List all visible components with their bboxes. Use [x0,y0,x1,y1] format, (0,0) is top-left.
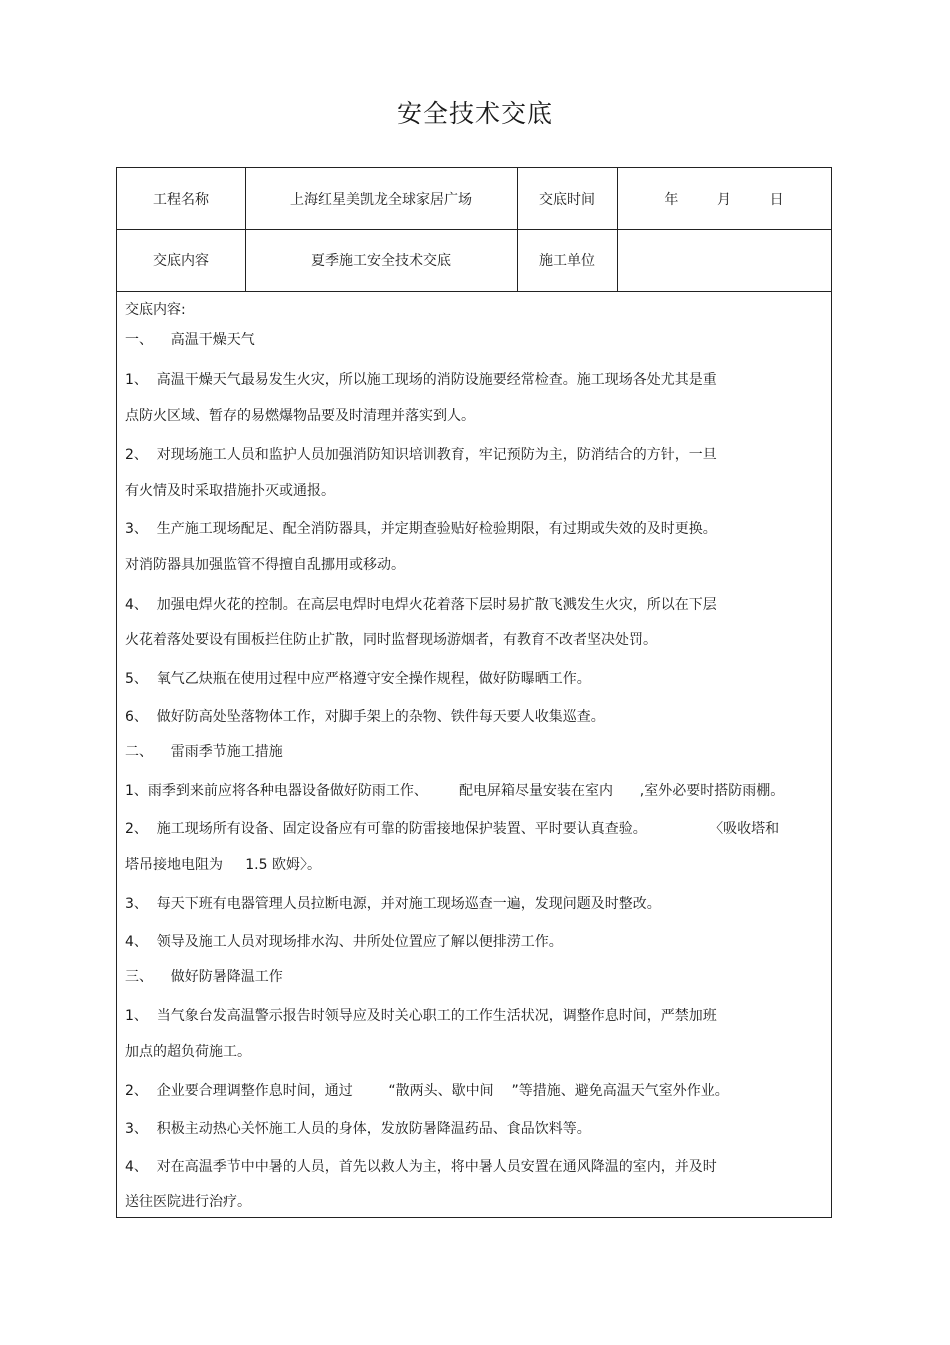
body-line: 加点的超负荷施工。 [125,1044,251,1060]
body-line: 1、 高温干燥天气最易发生火灾，所以施工现场的消防设施要经常检查。施工现场各处尤其是重 [125,372,717,388]
year-label: 年 [664,191,679,208]
body-line: 点防火区域、暂存的易燃爆物品要及时清理并落实到人。 [125,408,475,424]
body-line: 4、 领导及施工人员对现场排水沟、井所处位置应了解以便排涝工作。 [125,934,563,950]
body-line: 6、 做好防高处坠落物体工作，对脚手架上的杂物、铁件每天要人收集巡查。 [125,709,605,725]
project-name-label: 工程名称 [153,191,209,208]
disclosure-time-value [617,168,831,229]
construction-unit-label: 施工单位 [539,253,595,269]
body-intro: 交底内容: [125,302,186,318]
body-line: 4、 加强电焊火花的控制。在高层电焊时电焊火花着落下层时易扩散飞溅发生火灾，所以在下层 [125,597,717,613]
content-label: 交底内容 [153,253,209,269]
body-line: 2、 企业要合理调整作息时间，通过 “散两头、歇中间 ”等措施、避免高温天气室外作业。 [125,1083,729,1099]
body-line: 3、 积极主动热心关怀施工人员的身体，发放防暑降温药品、食品饮料等。 [125,1121,591,1137]
disclosure-table [116,167,832,1218]
day-label: 日 [769,191,784,208]
body-line: 3、 每天下班有电器管理人员拉断电源，并对施工现场巡查一遍，发现问题及时整改。 [125,896,661,912]
body-line: 送往医院进行治疗。 [125,1194,251,1210]
body-line: 2、 施工现场所有设备、固定设备应有可靠的防雷接地保护装置、平时要认真查验。 〈吸收塔和 [125,821,780,837]
body-line: 1、雨季到来前应将各种电器设备做好防雨工作、 配电屏箱尽量安装在室内 ,室外必要时搭防雨棚。 [125,783,785,799]
body-line: 塔吊接地电阻为 1.5 欧姆〉。 [125,857,321,873]
page-title: 安全技术交底 [396,99,553,128]
body-line: 一、 高温干燥天气 [125,332,255,348]
content-value: 夏季施工安全技术交底 [311,253,451,269]
body-line: 5、 氧气乙炔瓶在使用过程中应严格遵守安全操作规程，做好防曝晒工作。 [125,671,591,687]
body-line: 1、 当气象台发高温警示报告时领导应及时关心职工的工作生活状况，调整作息时间，严禁加班 [125,1008,717,1024]
body-line: 三、 做好防暑降温工作 [125,969,283,985]
construction-unit-value [617,229,831,291]
body-line: 3、 生产施工现场配足、配全消防器具，并定期查验贴好检验期限，有过期或失效的及时更换。 [125,521,717,537]
project-name-value: 上海红星美凯龙全球家居广场 [290,191,472,208]
body-line: 火花着落处要设有围板拦住防止扩散，同时监督现场游烟者，有教育不改者坚决处罚。 [125,632,657,648]
body-line: 2、 对现场施工人员和监护人员加强消防知识培训教育，牢记预防为主，防消结合的方针，一旦 [125,447,717,463]
body-line: 4、 对在高温季节中中暑的人员，首先以救人为主，将中暑人员安置在通风降温的室内，并及时 [125,1159,717,1175]
body-line: 对消防器具加强监管不得擅自乱挪用或移动。 [125,557,405,573]
row-divider [117,291,831,292]
disclosure-time-label: 交底时间 [539,191,595,208]
month-label: 月 [716,191,731,208]
body-line: 二、 雷雨季节施工措施 [125,744,283,760]
body-line: 有火情及时采取措施扑灭或通报。 [125,483,335,499]
